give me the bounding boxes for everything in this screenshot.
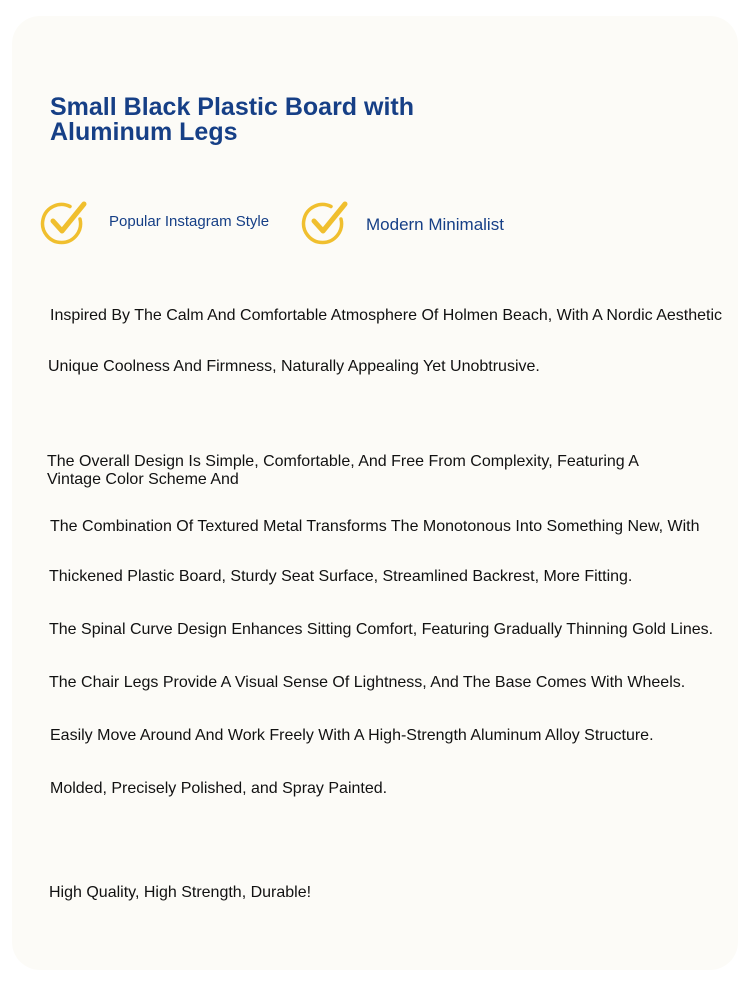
description-line: The Overall Design Is Simple, Comfortable, And Free From Complexity, Featuring A Vintage Color Scheme And [47, 453, 639, 488]
feature-label-modern-minimalist: Modern Minimalist [366, 215, 504, 234]
feature-label-instagram-style: Popular Instagram Style [109, 213, 270, 230]
product-title: Small Black Plastic Board with Aluminum Legs [50, 93, 415, 146]
description-line: The Combination Of Textured Metal Transforms The Monotonous Into Something New, With [50, 518, 700, 535]
description-line: Easily Move Around And Work Freely With A High-Strength Aluminum Alloy Structure. [50, 727, 654, 744]
description-line: Molded, Precisely Polished, and Spray Painted. [50, 780, 388, 797]
gold-checkmark-circle-icon [301, 199, 349, 247]
gold-checkmark-circle-icon [40, 199, 88, 247]
content-card [12, 16, 738, 970]
description-line: Inspired By The Calm And Comfortable Atmosphere Of Holmen Beach, With A Nordic Aesthetic [50, 307, 723, 324]
description-line: Unique Coolness And Firmness, Naturally Appealing Yet Unobtrusive. [48, 358, 540, 375]
closing-line: High Quality, High Strength, Durable! [49, 884, 312, 901]
description-line: The Spinal Curve Design Enhances Sitting Comfort, Featuring Gradually Thinning Gold Lines. [49, 621, 714, 638]
description-line: Thickened Plastic Board, Sturdy Seat Surface, Streamlined Backrest, More Fitting. [49, 568, 633, 585]
description-line: The Chair Legs Provide A Visual Sense Of Lightness, And The Base Comes With Wheels. [49, 674, 686, 691]
